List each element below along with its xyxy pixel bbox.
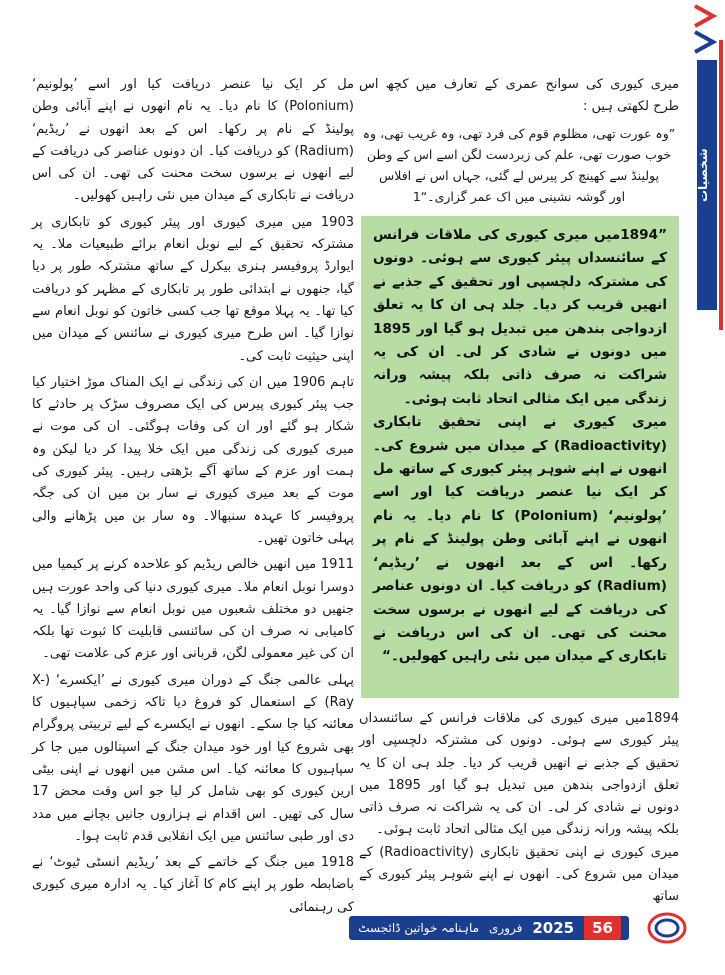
highlight-paragraph: ”1894میں میری کیوری کی ملاقات فرانس کے سائنسداں پیئر کیوری سے ہوئی۔ دونوں کی مشترکہ دلچسپی اور تحقیق کے جذبے نے انھیں قریب کر دیا۔ جلد ہی ان کا یہ تعلق ازدواجی بندھن میں تبدیل ہو گیا اور 1895 میں دونوں نے شادی کر لی۔ ان کی یہ شراکت نہ صرف ذاتی بلکہ پیشہ ورانہ زندگی میں ایک مثالی اتحاد ثابت ہوئی۔ [373, 227, 667, 407]
body-paragraph: پہلی عالمی جنگ کے دوران میری کیوری نے ’ایکسرے‘ (X-Ray) کے استعمال کو فروغ دیا تاکہ زخمی سپاہیوں کا معائنہ کیا جا سکے۔ انھوں نے ایکسرے کے لیے تربیتی پروگرام بھی شروع کیا اور خود میدان جنگ کے اسپتالوں میں جا کر سپاہیوں کا معائنہ کیا۔ اس مشن میں انھوں نے اپنی بیٹی ارین کیوری کو بھی شامل کر لیا جو اس وقت محض 17 سال کی تھیں۔ اس اقدام نے ہزاروں جانیں بچانے میں مدد دی اور طبی سائنس میں ایک انقلابی قدم ثابت ہوا۔ [32, 672, 354, 844]
highlight-box [361, 216, 679, 698]
body-paragraph: 1918 میں جنگ کے خاتمے کے بعد ’ریڈیم انسٹی ٹیوٹ‘ نے باضابطہ طور پر اپنے کام کا آغاز کیا۔ یہ ادارہ میری کیوری کی رہنمائی [32, 855, 354, 915]
magazine-name: ماہنامہ خواتین ڈائجسٹ [358, 921, 480, 935]
chevron-decoration-icon [691, 30, 717, 54]
ring-decoration-icon [645, 910, 689, 946]
left-column [32, 74, 354, 923]
body-paragraph: 1911 میں انھیں خالص ریڈیم کو علاحدہ کرنے پر کیمیا میں دوسرا نوبل انعام ملا۔ میری کیوری دنیا کی واحد عورت ہیں جنھیں دو مختلف شعبوں میں نوبل انعام سے نوازا گیا۔ یہ کامیابی نہ صرف ان کی سائنسی قابلیت کا ثبوت تھا بلکہ ان کی غیر معمولی لگن، قربانی اور عزم کی علامت تھی۔ [32, 557, 354, 662]
intro-line: میری کیوری کی سوانح عمری کے تعارف میں کچھ اس طرح لکھتی ہیں : [359, 77, 679, 115]
footer-badge [349, 916, 629, 940]
red-edge-line [719, 40, 723, 330]
quote-line: خوب صورت تھی، علم کی زبردست لگن اسے اس کے وطن [366, 146, 672, 162]
quote-line: ”وہ عورت تھی، مظلوم قوم کی فرد تھی، وہ غریب تھی، وہ [362, 125, 676, 141]
issue-year: 2025 [532, 919, 575, 937]
quote-line: اور گوشہ نشینی میں اک عمر گزاری۔“1 [412, 188, 626, 204]
body-paragraph: 1894میں میری کیوری کی ملاقات فرانس کے سائنسداں پیئر کیوری سے ہوئی۔ دونوں کی مشترکہ دلچسپی اور تحقیق کے جذبے نے انھیں قریب کر دیا۔ جلد ہی ان کا یہ تعلق ازدواجی بندھن میں تبدیل ہو گیا اور 1895 میں دونوں نے شادی کر لی۔ ان کی یہ شراکت نہ صرف ذاتی بلکہ پیشہ ورانہ زندگی میں ایک مثالی اتحاد ثابت ہوئی۔ [359, 711, 679, 838]
section-label: شخصیات [696, 148, 710, 202]
chevron-decoration-icon [691, 4, 717, 28]
biography-quote [359, 123, 679, 207]
body-paragraph: مل کر ایک نیا عنصر دریافت کیا اور اسے ’پولونیم‘ (Polonium) کا نام دیا۔ یہ نام انھوں نے اپنے آبائی وطن پولینڈ کے نام پر رکھا۔ اس کے بعد انھوں نے ’ریڈیم‘ (Radium) کو دریافت کیا۔ ان دونوں عناصر کی دریافت کے لیے انھوں نے برسوں سخت محنت کی تھی۔ ان کی اس دریافت نے تابکاری کے میدان میں نئی راہیں کھولیں۔ [32, 77, 354, 204]
highlight-paragraph: میری کیوری نے اپنی تحقیق تابکاری (Radioactivity) کے میدان میں شروع کی۔ انھوں نے اپنے شوہر پیئر کیوری کے ساتھ مل کر ایک نیا عنصر دریافت کیا اور اسے ’پولونیم‘ (Polonium) کا نام دیا۔ یہ نام انھوں نے اپنے آبائی وطن پولینڈ کے نام پر رکھا۔ اس کے بعد انھوں نے ’ریڈیم‘ (Radium) کو دریافت کیا۔ ان دونوں عناصر کی دریافت کے لیے انھوں نے برسوں سخت محنت کی تھی۔ ان کی اس دریافت نے تابکاری کے میدان میں نئی راہیں کھولیں۔“ [373, 414, 667, 665]
page-number: 56 [584, 916, 621, 940]
body-paragraph: تاہم 1906 میں ان کی زندگی نے ایک المناک موڑ اختیار کیا جب پیئر کیوری پیرس کی ایک مصروف سڑک پر حادثے کا شکار ہو گئے اور ان کی وفات ہوگئی۔ ان کی موت نے میری کیوری کی زندگی میں ایک خلا پیدا کر دیا لیکن وہ ہمت اور عزم کے ساتھ آگے بڑھتی رہیں۔ پیئر کیوری کی موت کے بعد میری کیوری نے سار بن میں ان کی جگہ پروفیسر کا عہدہ سنبھالا۔ وہ سار بن میں پڑھانے والی پہلی خاتون تھیں۔ [32, 374, 354, 546]
right-column [359, 74, 679, 207]
right-column-lower [359, 708, 679, 909]
quote-line: پولینڈ سے کھینچ کر پیرس لے گئی، جہاں اس نے افلاس [378, 167, 659, 183]
body-paragraph: میری کیوری نے اپنی تحقیق تابکاری (Radioactivity) کے میدان میں شروع کی۔ انھوں نے اپنے شوہر پیئر کیوری کے ساتھ [359, 844, 679, 905]
issue-month: فروری [489, 921, 523, 935]
body-paragraph: 1903 میں میری کیوری اور پیئر کیوری کو تابکاری پر مشترکہ تحقیق کے لیے نوبل انعام برائے طبیعیات ملا۔ یہ ایوارڈ پروفیسر ہنری بیکرل کے ساتھ مشترکہ طور پر دیا گیا، جنھوں نے ابتدائی طور پر تابکاری کے مظہر کو دریافت کیا تھا۔ یہ پہلا موقع تھا جب کسی خاتون کو نوبل انعام سے نوازا گیا۔ اس طرح میری کیوری نے سائنس کے میدان میں اپنی حیثیت ثابت کی۔ [32, 214, 354, 364]
page-footer [0, 910, 725, 950]
